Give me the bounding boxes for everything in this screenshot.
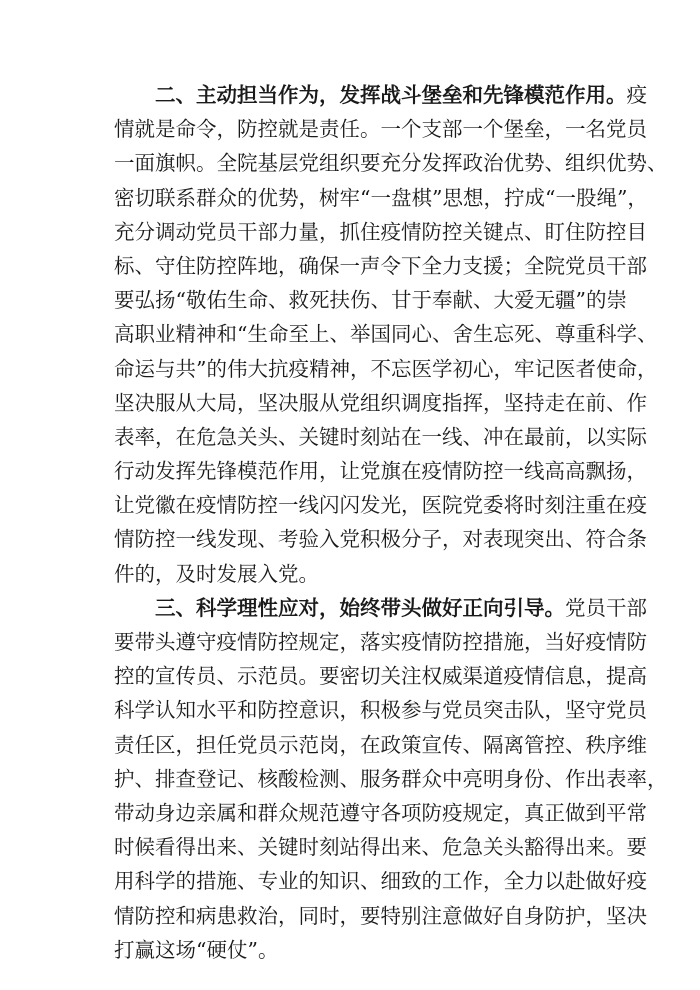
paragraph-2: [114, 78, 668, 591]
paragraph-line: 科学认知水平和防控意识，积极参与党员突击队，坚守党员: [114, 698, 647, 723]
paragraph-line: [114, 78, 647, 112]
paragraph-line: 密切联系群众的优势，树牢“一盘棋”思想，拧成“一股绳”，: [114, 185, 648, 210]
paragraph-line: [114, 591, 647, 625]
paragraph-line: 打赢这场“硬仗”。: [114, 937, 279, 962]
paragraph-line: 一面旗帜。全院基层党组织要充分发挥政治优势、组织优势、: [114, 151, 668, 176]
paragraph-line: 命运与共”的伟大抗疫精神，不忘医学初心，牢记医者使命，: [114, 356, 658, 381]
paragraph-text: 党员干部: [565, 595, 647, 620]
paragraph-line: 时候看得出来、关键时刻站得出来、危急关头豁得出来。要: [114, 835, 647, 860]
paragraph-line: 行动发挥先锋模范作用，让党旗在疫情防控一线高高飘扬，: [114, 459, 647, 484]
paragraph-heading: 二、主动担当作为，发挥战斗堡垒和先锋模范作用。: [155, 83, 627, 107]
document-page: [114, 78, 668, 967]
paragraph-line: 责任区，担任党员示范岗，在政策宣传、隔离管控、秩序维: [114, 732, 647, 757]
paragraph-line: 标、守住防控阵地，确保一声令下全力支援；全院党员干部: [114, 253, 647, 278]
paragraph-line: 用科学的措施、专业的知识、细致的工作，全力以赴做好疫: [114, 869, 647, 894]
paragraph-line: 带动身边亲属和群众规范遵守各项防疫规定，真正做到平常: [114, 800, 647, 825]
paragraph-line: 情就是命令，防控就是责任。一个支部一个堡垒，一名党员: [114, 117, 647, 142]
paragraph-text: 疫: [626, 83, 647, 107]
paragraph-line: 护、排查登记、核酸检测、服务群众中亮明身份、作出表率，: [114, 766, 668, 791]
paragraph-line: 表率，在危急关头、关键时刻站在一线、冲在最前，以实际: [114, 424, 647, 449]
paragraph-line: 让党徽在疫情防控一线闪闪发光，医院党委将时刻注重在疫: [114, 493, 647, 518]
paragraph-line: 控的宣传员、示范员。要密切关注权威渠道疫情信息，提高: [114, 664, 647, 689]
paragraph-line: 要弘扬“敬佑生命、救死扶伤、甘于奉献、大爱无疆”的崇: [114, 288, 627, 313]
paragraph-line: 件的，及时发展入党。: [114, 561, 319, 586]
paragraph-line: 要带头遵守疫情防控规定，落实疫情防控措施，当好疫情防: [114, 630, 647, 654]
paragraph-line: 高职业精神和“生命至上、举国同心、舍生忘死、尊重科学、: [114, 322, 658, 347]
paragraph-3: [114, 591, 668, 967]
paragraph-heading: 三、科学理性应对，始终带头做好正向引导。: [155, 595, 565, 620]
paragraph-line: 坚决服从大局，坚决服从党组织调度指挥，坚持走在前、作: [114, 390, 647, 415]
paragraph-line: 情防控和病患救治，同时，要特别注意做好自身防护，坚决: [114, 903, 647, 928]
paragraph-line: 充分调动党员干部力量，抓住疫情防控关键点、盯住防控目: [114, 219, 647, 244]
paragraph-line: 情防控一线发现、考验入党积极分子，对表现突出、符合条: [114, 527, 647, 552]
